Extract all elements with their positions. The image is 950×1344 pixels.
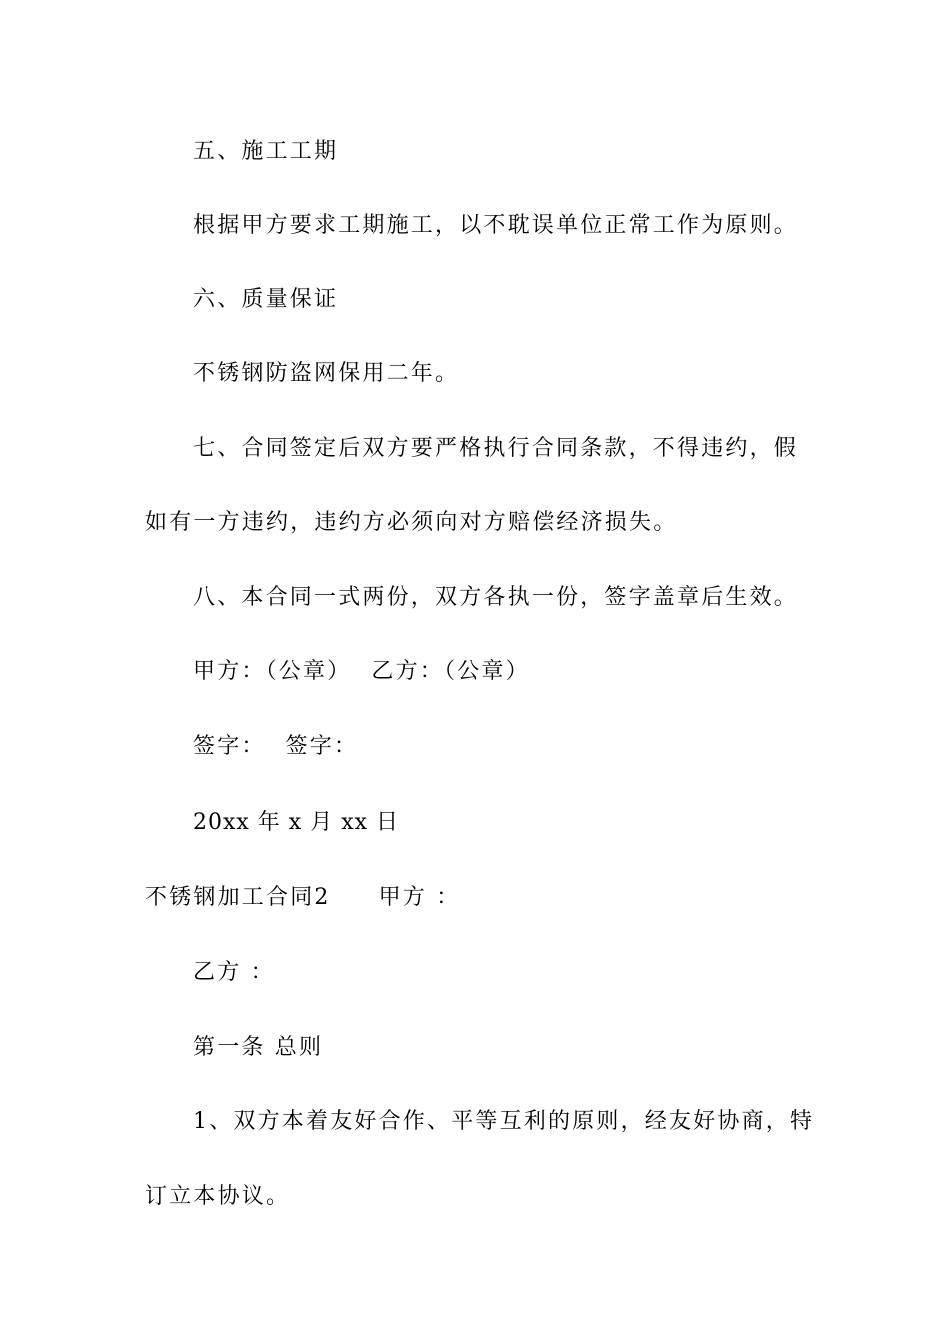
party-b-label: 乙方 ： (193, 960, 275, 985)
paragraph-schedule: 根据甲方要求工期施工，以不耽误单位正常工作为原则。 (193, 213, 799, 238)
article-1-heading: 第一条 总则 (193, 1035, 324, 1060)
seal-line (193, 657, 530, 687)
section-heading-schedule: 五、施工工期 (193, 139, 339, 164)
signature-line (193, 732, 358, 762)
article-1-paragraph-line-2: 订立本协议。 (145, 1184, 291, 1209)
party-a-seal: 甲方：（公章） (193, 659, 352, 684)
party-a-label: 甲方 ： (378, 885, 461, 910)
paragraph-quality: 不锈钢防盗网保用二年。 (193, 361, 460, 386)
paragraph-clause-7-line-1: 七、合同签定后双方要严格执行合同条款，不得违约，假 (193, 436, 799, 461)
paragraph-clause-8: 八、本合同一式两份，双方各执一份，签字盖章后生效。 (193, 585, 799, 610)
party-a-signature: 签字： (193, 734, 266, 759)
date-line: 20xx 年 x 月 xx 日 (193, 810, 399, 835)
contract-title: 不锈钢加工合同2 (145, 885, 331, 910)
article-1-paragraph-line-1: 1、双方本着友好合作、平等互利的原则，经友好协商，特 (193, 1109, 815, 1134)
paragraph-clause-7-line-2: 如有一方违约，违约方必须向对方赔偿经济损失。 (145, 510, 678, 535)
party-b-signature: 签字： (285, 734, 359, 759)
section-heading-quality: 六、质量保证 (193, 287, 339, 312)
party-b-seal: 乙方：（公章） (371, 659, 530, 684)
contract-title-line (145, 883, 460, 913)
